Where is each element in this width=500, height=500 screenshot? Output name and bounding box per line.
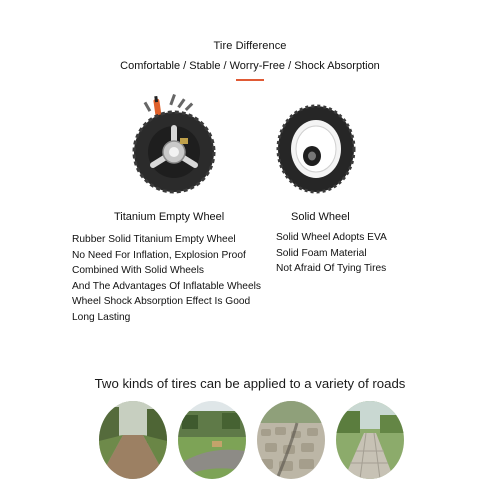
roads-caption: Two kinds of tires can be applied to a variety of roads	[94, 376, 406, 391]
paved-road-lawn-photo	[178, 401, 246, 479]
accent-line	[236, 79, 264, 81]
left-feature-item: No Need For Inflation, Explosion Proof	[72, 249, 246, 261]
right-feature-list	[276, 230, 387, 277]
cobblestone-pavement-photo	[257, 401, 325, 479]
screws-icon	[144, 94, 194, 112]
left-feature-item: Long Lasting	[72, 311, 131, 323]
left-feature-item: Combined With Solid Wheels	[72, 265, 204, 277]
right-feature-item: Solid Foam Material	[276, 247, 367, 259]
left-feature-item: And The Advantages Of Inflatable Wheels	[72, 280, 261, 292]
left-feature-item: Rubber Solid Titanium Empty Wheel	[72, 234, 236, 245]
titanium-wheel-image	[128, 92, 224, 202]
section-title: Tire Difference	[213, 40, 287, 52]
right-feature-item: Solid Wheel Adopts EVA	[276, 232, 387, 243]
right-column-heading: Solid Wheel	[291, 211, 350, 223]
solid-wheel-image	[276, 104, 356, 194]
stone-tile-walkway-photo	[336, 401, 404, 479]
left-feature-list	[72, 232, 261, 326]
right-feature-item: Not Afraid Of Tying Tires	[276, 263, 387, 275]
left-column-heading: Titanium Empty Wheel	[114, 211, 225, 223]
section-subtitle: Comfortable / Stable / Worry-Free / Shock Absorption	[120, 60, 380, 72]
park-brick-path-photo	[99, 401, 167, 479]
left-feature-item: Wheel Shock Absorption Effect Is Good	[72, 296, 251, 308]
